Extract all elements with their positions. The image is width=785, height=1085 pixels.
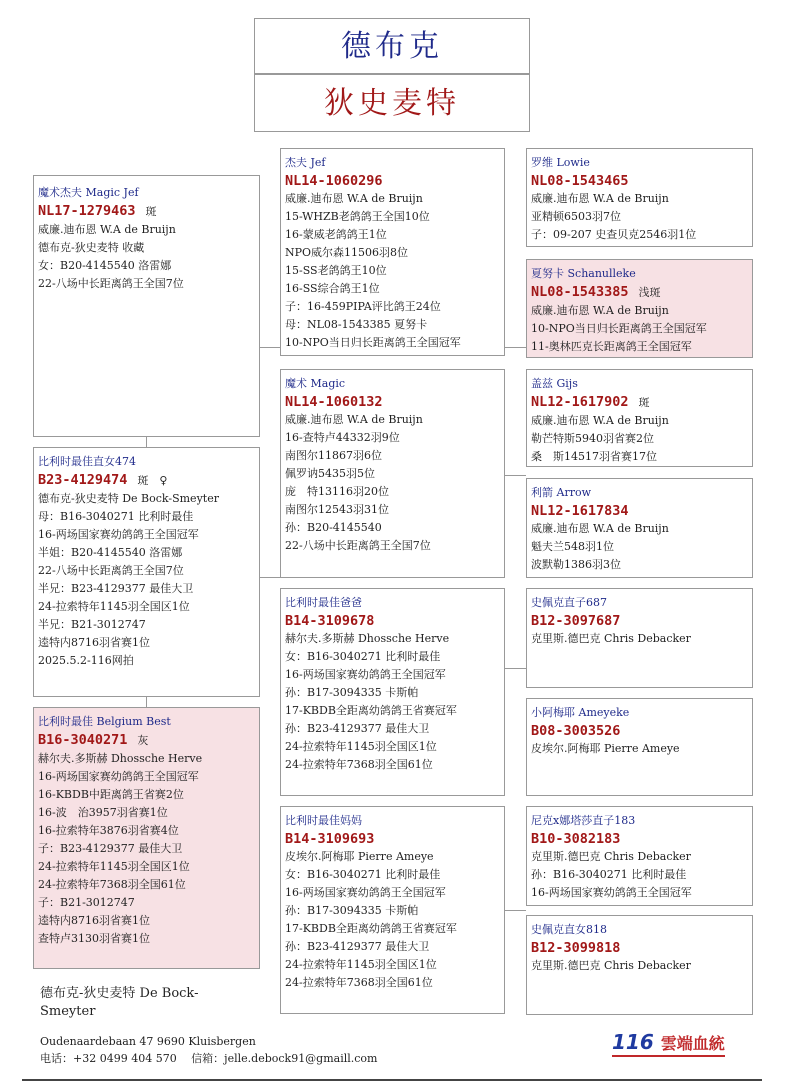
- logo-text: 雲端血統: [660, 1034, 725, 1053]
- pedigree-line: 孙：B20-4145540: [285, 521, 382, 534]
- contact: 电话：+32 0499 404 570 信箱：jelle.debock91@gmaill.com: [40, 1052, 378, 1065]
- connector: [504, 347, 526, 348]
- pedigree-line: 克里斯.德巴克 Chris Debacker: [531, 632, 691, 645]
- pedigree-line: 16-KBDB中距离鸽王省赛2位: [38, 788, 184, 801]
- pedigree-line: 桑 斯14517羽省赛17位: [531, 450, 657, 463]
- pedigree-line: 22-八场中长距离鸽王全国7位: [38, 564, 184, 577]
- pedigree-box-sdd: [526, 478, 753, 578]
- pedigree-line: 16-蒙威老鸽鸽王1位: [285, 228, 387, 241]
- pedigree-line: 11-奥林匹克长距离鸽王全国冠军: [531, 340, 692, 353]
- pedigree-line: 威廉.迪布恩 W.A de Bruijn: [531, 304, 669, 317]
- pedigree-line: 庞 特13116羽20位: [285, 485, 389, 498]
- bird-name: 魔术 Magic: [285, 377, 346, 390]
- pedigree-line: 24-拉索特年7368羽全国61位: [38, 878, 186, 891]
- pedigree-line: 逵特内8716羽省赛1位: [38, 914, 150, 927]
- pedigree-box-sire-sire: [280, 148, 505, 356]
- pedigree-line: 南图尔12543羽31位: [285, 503, 389, 516]
- bottom-rule: [22, 1079, 762, 1081]
- pedigree-line: 威廉.迪布恩 W.A de Bruijn: [38, 223, 176, 236]
- pedigree-line: 子：16-459PIPA评比鸽王24位: [285, 300, 441, 313]
- ring-number: B12-3097687: [531, 613, 621, 629]
- pedigree-line: 24-拉索特年1145羽全国区1位: [285, 958, 437, 971]
- pedigree-line: 孙：B17-3094335 卡斯帕: [285, 904, 419, 917]
- pedigree-line: 德布克-狄史麦特 De Bock-Smeyter: [38, 492, 219, 505]
- ring-number: NL14-1060132: [285, 394, 383, 410]
- pedigree-line: 佩罗讷5435羽5位: [285, 467, 375, 480]
- pedigree-line: 24-拉索特年1145羽全国区1位: [285, 740, 437, 753]
- bird-name: 魔术杰夫 Magic Jef: [38, 186, 139, 199]
- address: Oudenaardebaan 47 9690 Kluisbergen: [40, 1035, 256, 1048]
- pedigree-box-dsd: [526, 698, 753, 796]
- pedigree-line: 女：B16-3040271 比利时最佳: [285, 868, 441, 881]
- bird-name: 罗维 Lowie: [531, 156, 590, 169]
- connector: [504, 475, 526, 476]
- pedigree-line: NPO威尔森11506羽8位: [285, 246, 409, 259]
- pedigree-line: 魁夫兰548羽1位: [531, 540, 614, 553]
- ring-number: B14-3109678: [285, 613, 375, 629]
- pedigree-line: 南图尔11867羽6位: [285, 449, 382, 462]
- bird-name: 比利时最佳妈妈: [285, 814, 362, 827]
- pedigree-line: 皮埃尔.阿梅耶 Pierre Ameye: [285, 850, 434, 863]
- pedigree-line: 17-KBDB全距离幼鸽鸽王省赛冠军: [285, 922, 457, 935]
- pedigree-line: 16-两场国家赛幼鸽鸽王全国冠军: [285, 668, 446, 681]
- pedigree-line: 威廉.迪布恩 W.A de Bruijn: [531, 522, 669, 535]
- bird-name: 盖兹 Gijs: [531, 377, 578, 390]
- pedigree-line: 波默勒1386羽3位: [531, 558, 621, 571]
- pedigree-line: 半姐：B20-4145540 洛雷娜: [38, 546, 183, 559]
- bird-name: 小阿梅耶 Ameyeke: [531, 706, 630, 719]
- contact-block: [40, 1033, 377, 1067]
- pedigree-line: 22-八场中长距离鸽王全国7位: [285, 539, 431, 552]
- pedigree-line: 16-两场国家赛幼鸽鸽王全国冠军: [38, 528, 199, 541]
- pedigree-line: 24-拉索特年7368羽全国61位: [285, 758, 433, 771]
- pedigree-box-dam-dam: [33, 707, 260, 969]
- pedigree-line: 子：B21-3012747: [38, 896, 135, 909]
- pedigree-line: 孙：B23-4129377 最佳大卫: [285, 940, 430, 953]
- pedigree-line: 查特卢3130羽省赛1位: [38, 932, 150, 945]
- breeder-name-2: 狄史麦特: [254, 74, 530, 132]
- ring-number: NL12-1617834: [531, 503, 629, 519]
- pedigree-line: 17-KBDB全距离幼鸽鸽王省赛冠军: [285, 704, 457, 717]
- site-logo: [612, 1030, 725, 1057]
- ring-number: B12-3099818: [531, 940, 621, 956]
- pedigree-line: 母：B16-3040271 比利时最佳: [38, 510, 194, 523]
- pedigree-box-sss: [526, 148, 753, 247]
- pedigree-box-sire-dam: [280, 369, 505, 578]
- pedigree-line: 女：B20-4145540 洛雷娜: [38, 259, 172, 272]
- pedigree-box-sds: [526, 369, 753, 467]
- pedigree-line: 24-拉索特年7368羽全国61位: [285, 976, 433, 989]
- pedigree-line: 22-八场中长距离鸽王全国7位: [38, 277, 184, 290]
- pedigree-box-dam-dam-parent: [280, 806, 505, 1014]
- ring-number: B23-4129474 斑 ♀: [38, 472, 168, 488]
- pedigree-line: 亚精顿6503羽7位: [531, 210, 621, 223]
- connector: [504, 910, 526, 911]
- ring-number: NL12-1617902 斑: [531, 394, 650, 410]
- pedigree-line: 10-NPO当日归长距离鸽王全国冠军: [285, 336, 461, 349]
- bird-name: 史佩克直子687: [531, 596, 607, 609]
- pedigree-line: 威廉.迪布恩 W.A de Bruijn: [531, 192, 669, 205]
- pedigree-line: 16-SS综合鸽王1位: [285, 282, 380, 295]
- pedigree-line: 24-拉索特年1145羽全国区1位: [38, 600, 190, 613]
- ring-number: B14-3109693: [285, 831, 375, 847]
- bird-name: 尼克x娜塔莎直子183: [531, 814, 636, 827]
- bird-name: 史佩克直女818: [531, 923, 607, 936]
- pedigree-line: 16-查特卢44332羽9位: [285, 431, 400, 444]
- pedigree-line: 赫尔夫.多斯赫 Dhossche Herve: [38, 752, 203, 765]
- pedigree-box-ssd: [526, 259, 753, 358]
- pedigree-line: 皮埃尔.阿梅耶 Pierre Ameye: [531, 742, 680, 755]
- bird-name: 杰夫 Jef: [285, 156, 326, 169]
- ring-number: B10-3082183: [531, 831, 621, 847]
- ring-number: B08-3003526: [531, 723, 621, 739]
- pedigree-line: 15-SS老鸽鸽王10位: [285, 264, 387, 277]
- pedigree-line: 赫尔夫.多斯赫 Dhossche Herve: [285, 632, 450, 645]
- pedigree-line: 勒芒特斯5940羽省赛2位: [531, 432, 654, 445]
- breeder-name-1: 德布克: [254, 18, 530, 74]
- pedigree-line: 10-NPO当日归长距离鸽王全国冠军: [531, 322, 707, 335]
- pedigree-line: 威廉.迪布恩 W.A de Bruijn: [285, 413, 423, 426]
- owner-name: 德布克-狄史麦特 De Bock-Smeyter: [40, 986, 199, 1019]
- ring-number: NL14-1060296: [285, 173, 383, 189]
- pedigree-box-dam-sire: [280, 588, 505, 796]
- pedigree-line: 16-两场国家赛幼鸽鸽王全国冠军: [531, 886, 692, 899]
- pedigree-line: 子：B23-4129377 最佳大卫: [38, 842, 183, 855]
- pedigree-line: 克里斯.德巴克 Chris Debacker: [531, 959, 691, 972]
- ring-number: B16-3040271 灰: [38, 732, 149, 748]
- bird-name: 比利时最佳 Belgium Best: [38, 715, 171, 728]
- bird-name: 比利时最佳直女474: [38, 455, 136, 468]
- pedigree-line: 16-波 治3957羽省赛1位: [38, 806, 168, 819]
- logo-number: 116: [612, 1030, 654, 1054]
- pedigree-line: 半兄：B21-3012747: [38, 618, 146, 631]
- pedigree-line: 16-两场国家赛幼鸽鸽王全国冠军: [38, 770, 199, 783]
- connector: [259, 577, 280, 578]
- connector: [146, 697, 147, 707]
- connector: [146, 437, 147, 447]
- pedigree-line: 逵特内8716羽省赛1位: [38, 636, 150, 649]
- bird-name: 比利时最佳爸爸: [285, 596, 362, 609]
- connector: [504, 668, 526, 669]
- pedigree-box-dds: [526, 806, 753, 906]
- logo-underline: [612, 1055, 725, 1057]
- pedigree-box-dam: [33, 447, 260, 697]
- pedigree-line: 威廉.迪布恩 W.A de Bruijn: [285, 192, 423, 205]
- ring-number: NL17-1279463 斑: [38, 203, 157, 219]
- pedigree-line: 15-WHZB老鸽鸽王全国10位: [285, 210, 430, 223]
- pedigree-line: 16-两场国家赛幼鸽鸽王全国冠军: [285, 886, 446, 899]
- pedigree-line: 孙：B23-4129377 最佳大卫: [285, 722, 430, 735]
- connector: [259, 347, 280, 348]
- pedigree-line: 克里斯.德巴克 Chris Debacker: [531, 850, 691, 863]
- pedigree-line: 女：B16-3040271 比利时最佳: [285, 650, 441, 663]
- pedigree-line: 孙：B17-3094335 卡斯帕: [285, 686, 419, 699]
- pedigree-line: 德布克-狄史麦特 收藏: [38, 241, 145, 254]
- pedigree-line: 16-拉索特年3876羽省赛4位: [38, 824, 179, 837]
- pedigree-line: 孙：B16-3040271 比利时最佳: [531, 868, 687, 881]
- pedigree-line: 2025.5.2-116网拍: [38, 654, 134, 667]
- pedigree-box-ddd: [526, 915, 753, 1015]
- bird-name: 利箭 Arrow: [531, 486, 591, 499]
- pedigree-line: 半兄：B23-4129377 最佳大卫: [38, 582, 194, 595]
- pedigree-line: 子：09-207 史查贝克2546羽1位: [531, 228, 697, 241]
- ring-number: NL08-1543465: [531, 173, 629, 189]
- pedigree-line: 24-拉索特年1145羽全国区1位: [38, 860, 190, 873]
- pedigree-line: 母：NL08-1543385 夏努卡: [285, 318, 428, 331]
- pedigree-line: 威廉.迪布恩 W.A de Bruijn: [531, 414, 669, 427]
- pedigree-box-sire: [33, 175, 260, 437]
- pedigree-box-dss: [526, 588, 753, 688]
- bird-name: 夏努卡 Schanulleke: [531, 267, 636, 280]
- ring-number: NL08-1543385 浅斑: [531, 284, 661, 300]
